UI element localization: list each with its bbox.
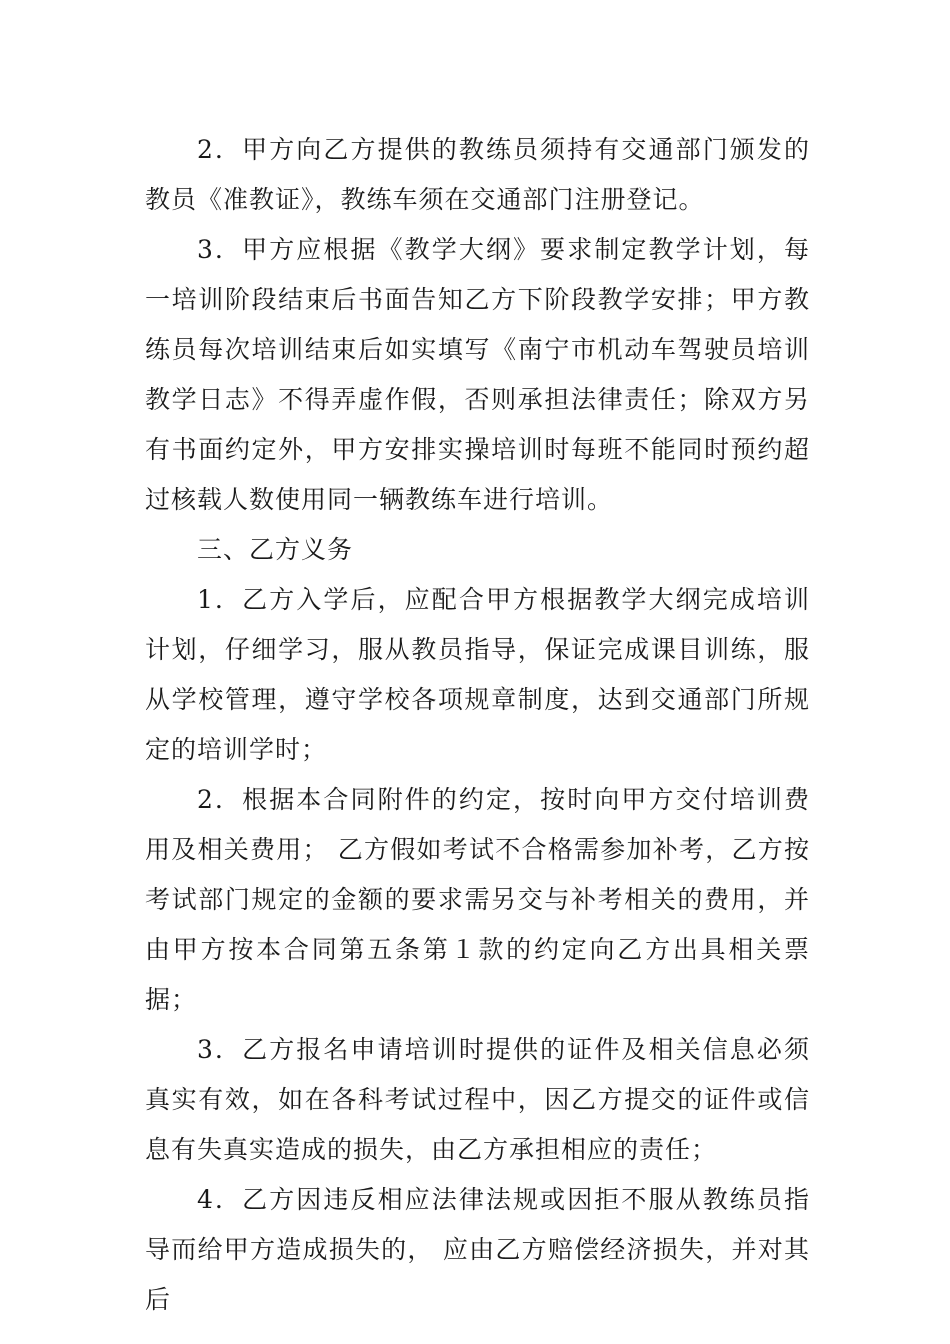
clause-paragraph: 2．甲方向乙方提供的教练员须持有交通部门颁发的教员《准教证》，教练车须在交通部门注册登记。	[145, 135, 810, 214]
clause-paragraph: 1．乙方入学后，应配合甲方根据教学大纲完成培训计划，仔细学习，服从教员指导，保证完成课目训练，服从学校管理，遵守学校各项规章制度，达到交通部门所规定的培训学时；	[145, 585, 810, 764]
clause-paragraph: 2．根据本合同附件的约定，按时向甲方交付培训费用及相关费用； 乙方假如考试不合格需参加补考，乙方按考试部门规定的金额的要求需另交与补考相关的费用，并由甲方按本合同第五条第１款的约定向乙方出具相关票据；	[145, 785, 810, 1014]
document-body	[145, 125, 810, 1325]
clause-paragraph: 3．乙方报名申请培训时提供的证件及相关信息必须真实有效，如在各科考试过程中，因乙方提交的证件或信息有失真实造成的损失，由乙方承担相应的责任；	[145, 1035, 810, 1164]
section-heading: 三、乙方义务	[197, 535, 354, 564]
clause-paragraph: 3．甲方应根据《教学大纲》要求制定教学计划，每一培训阶段结束后书面告知乙方下阶段教学安排；甲方教练员每次培训结束后如实填写《南宁市机动车驾驶员培训教学日志》不得弄虚作假，否则承担法律责任；除双方另有书面约定外，甲方安排实操培训时每班不能同时预约超过核载人数使用同一辆教练车进行培训。	[145, 235, 810, 514]
clause-paragraph: 4．乙方因违反相应法律法规或因拒不服从教练员指导而给甲方造成损失的， 应由乙方赔偿经济损失，并对其后	[145, 1185, 810, 1314]
